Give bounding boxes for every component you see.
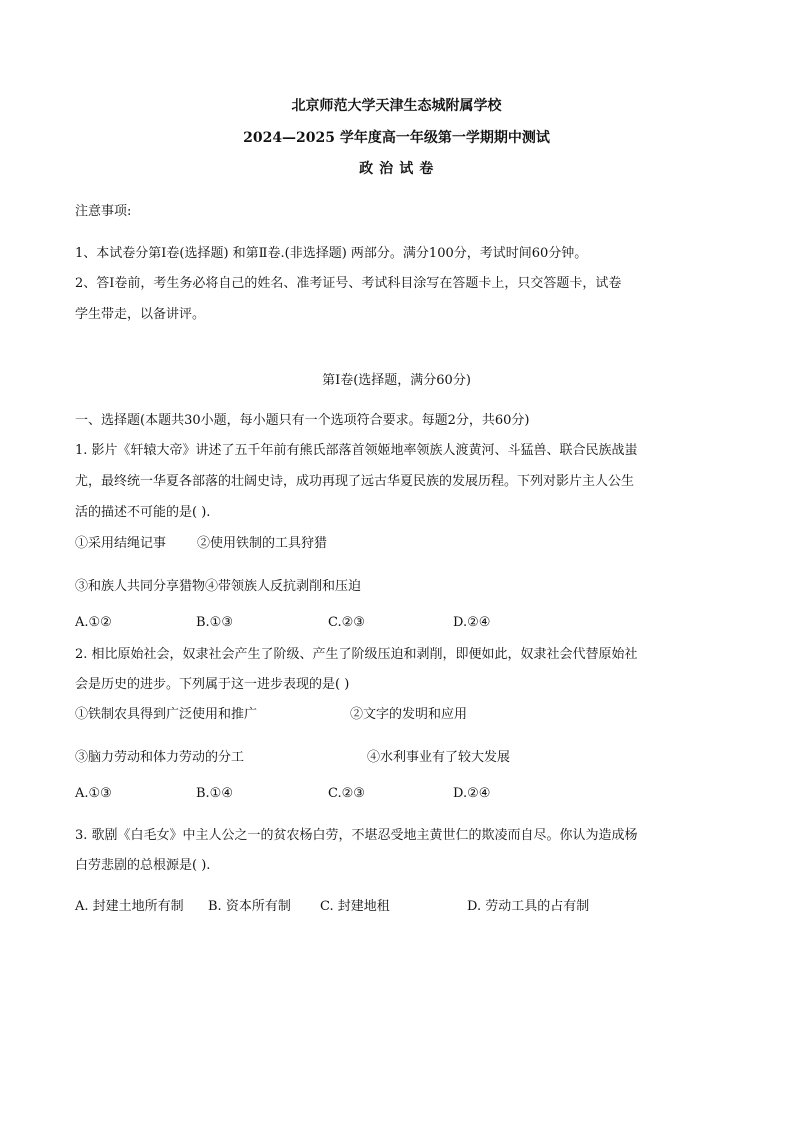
section-instruction: 一、选择题(本题共30小题，每小题只有一个选项符合要求。每题2分，共60分) <box>75 413 530 428</box>
q2-statement-4: ④水利事业有了较大发展 <box>367 750 511 765</box>
q1-option-a: A.①② <box>75 615 112 630</box>
notice-item-2-line-1: 2、答Ⅰ卷前，考生务必将自己的姓名、准考证号、考试科目涂写在答题卡上，只交答题卡，试卷 <box>75 276 622 291</box>
section-heading: 第Ⅰ卷(选择题，满分60分) <box>322 373 471 388</box>
q1-line-1: 1. 影片《轩辕大帝》讲述了五千年前有熊氏部落首领姬地率领族人渡黄河、斗猛兽、联合民族战蚩 <box>75 443 638 458</box>
q2-option-a: A.①③ <box>75 786 112 801</box>
q3-line-1: 3. 歌剧《白毛女》中主人公之一的贫农杨白劳，不堪忍受地主黄世仁的欺凌而自尽。你认为造成杨 <box>75 828 638 843</box>
q2-statement-1: ①铁制农具得到广泛使用和推广 <box>75 707 258 722</box>
q1-statement-2: ②使用铁制的工具狩猎 <box>197 536 328 551</box>
q3-option-b: B. 资本所有制 <box>208 899 291 914</box>
exam-title: 2024—2025 学年度高一年级第一学期期中测试 <box>243 130 550 146</box>
q1-line-3: 活的描述不可能的是( ). <box>75 505 211 520</box>
q2-statement-3: ③脑力劳动和体力劳动的分工 <box>75 750 245 765</box>
notice-heading: 注意事项: <box>75 204 132 219</box>
q3-option-d: D. 劳动工具的占有制 <box>467 899 590 914</box>
q3-line-2: 白劳悲剧的总根源是( ). <box>75 858 211 873</box>
q2-option-b: B.①④ <box>196 786 233 801</box>
school-name: 北京师范大学天津生态城附属学校 <box>291 98 502 114</box>
q2-line-1: 2. 相比原始社会，奴隶社会产生了阶级、产生了阶级压迫和剥削，即便如此，奴隶社会代替原始社 <box>75 647 638 662</box>
q1-option-c: C.②③ <box>328 615 365 630</box>
q1-option-b: B.①③ <box>196 615 233 630</box>
q1-statement-3-4: ③和族人共同分享猎物④带领族人反抗剥削和压迫 <box>75 579 362 594</box>
q2-option-c: C.②③ <box>328 786 365 801</box>
q3-option-a: A. 封建土地所有制 <box>75 899 184 914</box>
q2-option-d: D.②④ <box>453 786 491 801</box>
notice-item-1: 1、本试卷分第Ⅰ卷(选择题) 和第Ⅱ卷.(非选择题) 两部分。满分100分，考试时间60分钟。 <box>75 246 588 261</box>
q1-option-d: D.②④ <box>453 615 491 630</box>
q2-line-2: 会是历史的进步。下列属于这一进步表现的是( ) <box>75 677 350 692</box>
q3-option-c: C. 封建地租 <box>320 899 390 914</box>
q2-statement-2: ②文字的发明和应用 <box>350 707 468 722</box>
subject-title: 政 治 试 卷 <box>359 161 434 177</box>
q1-line-2: 尤，最终统一华夏各部落的壮阔史诗，成功再现了远古华夏民族的发展历程。下列对影片主人公生 <box>75 474 635 489</box>
q1-statement-1: ①采用结绳记事 <box>75 536 167 551</box>
notice-item-2-line-2: 学生带走，以备讲评。 <box>75 307 206 322</box>
